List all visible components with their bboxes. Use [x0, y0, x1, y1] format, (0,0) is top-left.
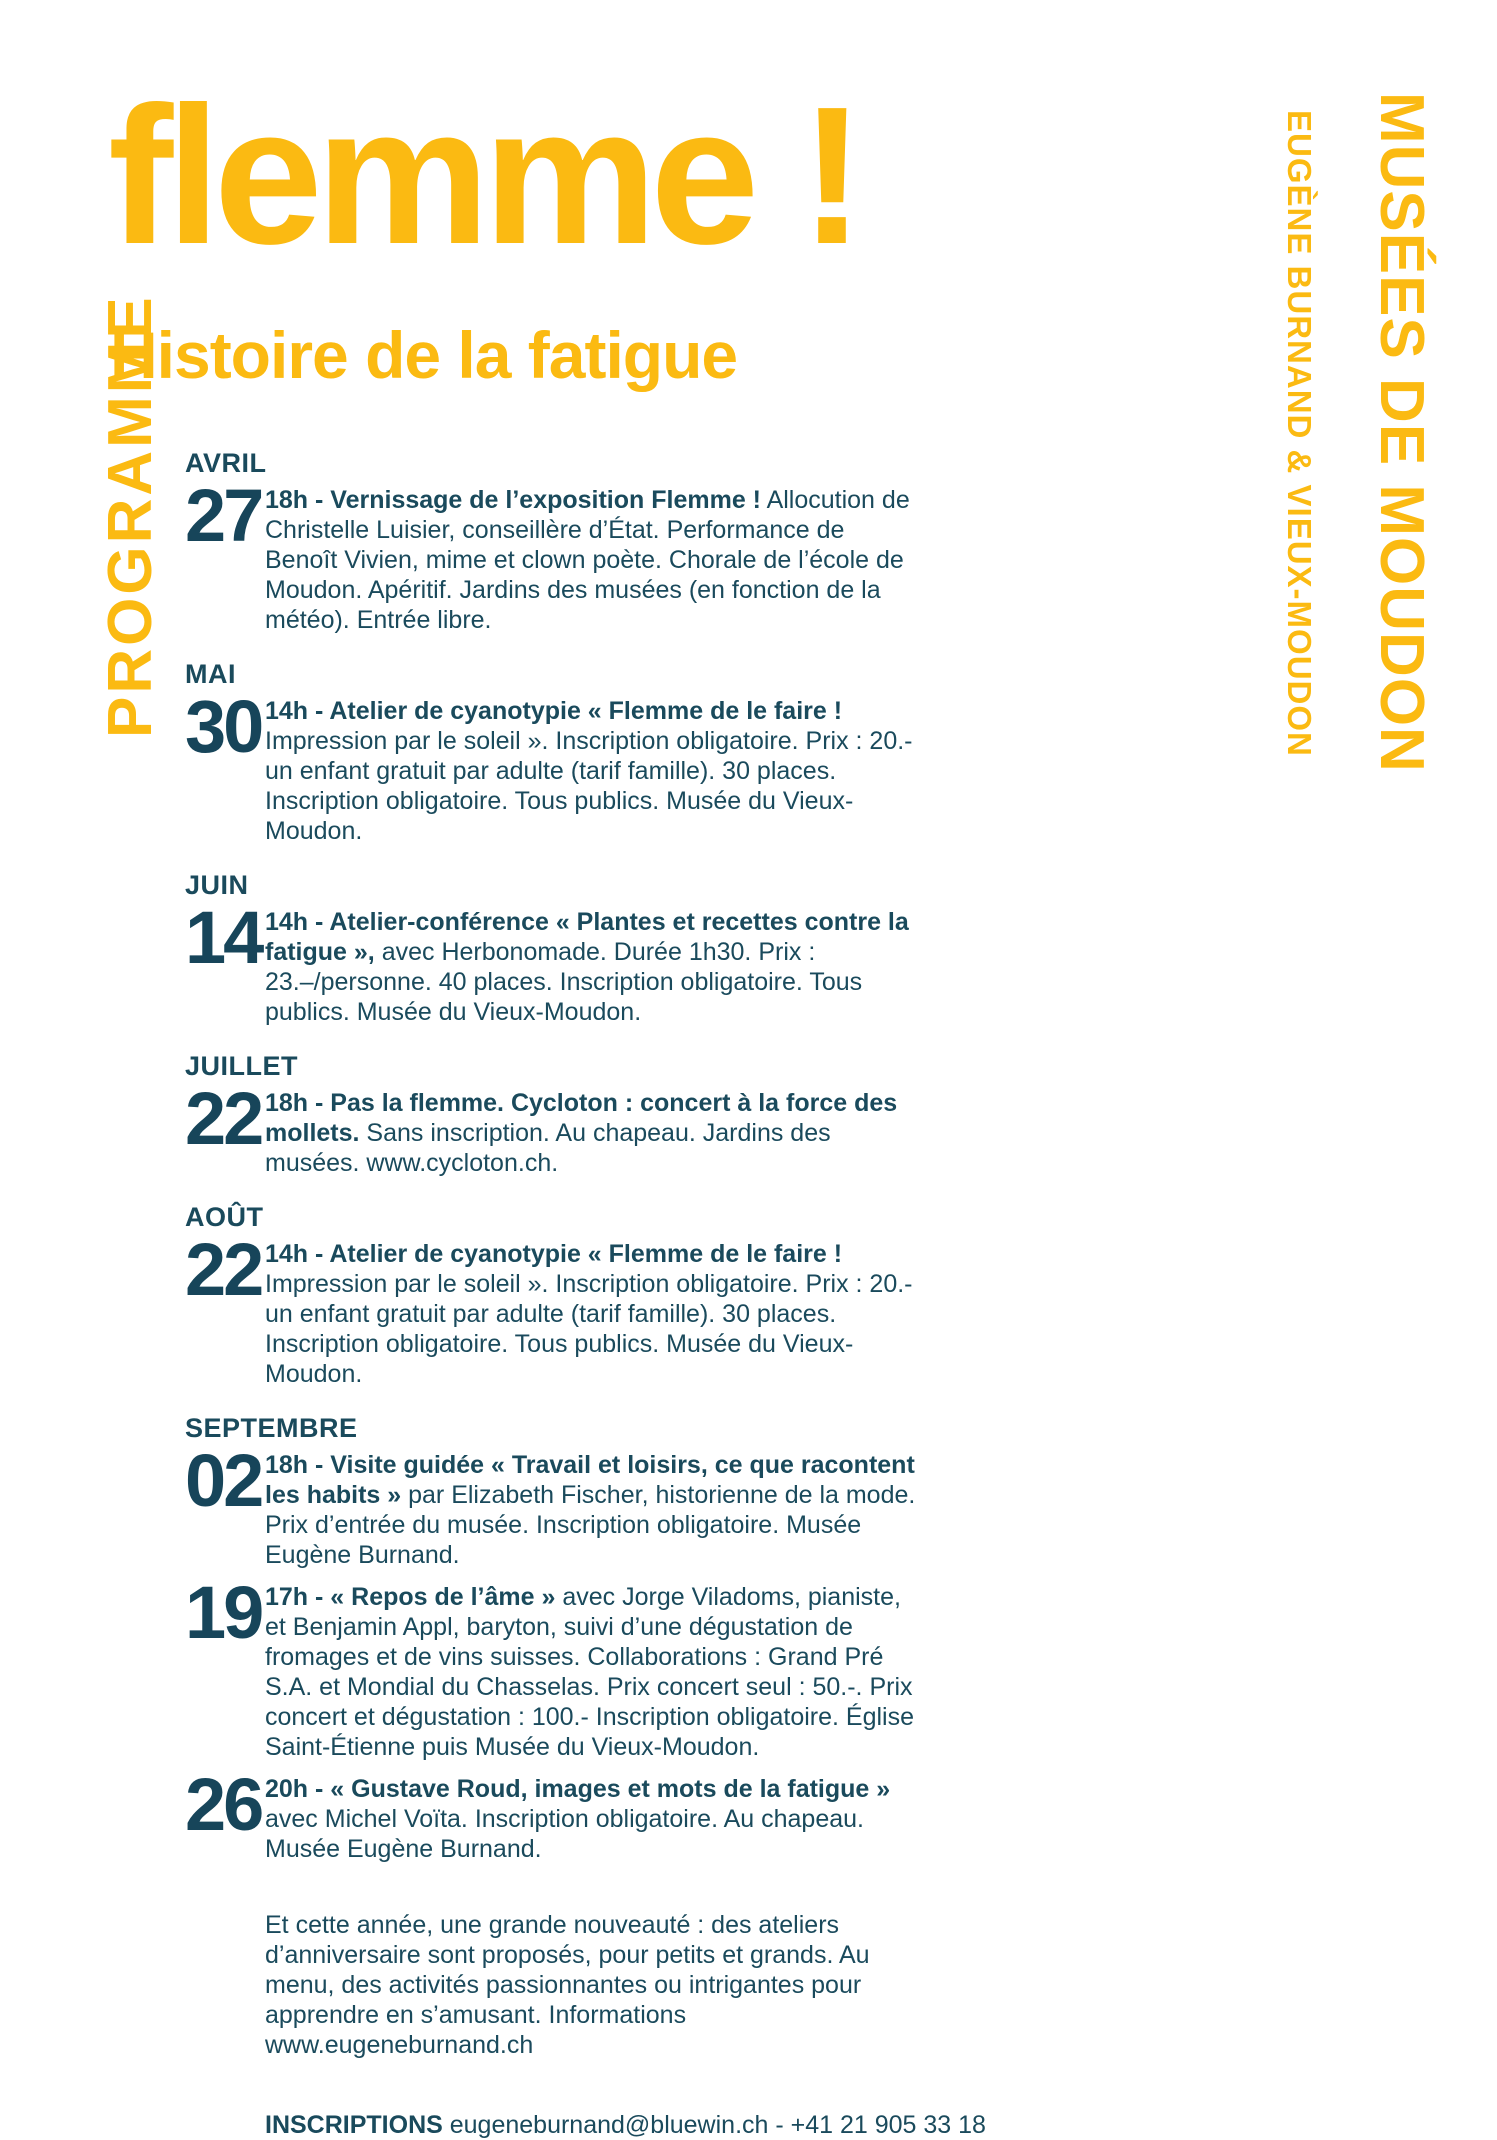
entry-body-text: Sans inscription. Au chapeau. Jardins des musées. www.cycloton.ch. [265, 1119, 831, 1177]
musees-de-moudon-vertical-label: MUSÉES DE MOUDON [1367, 92, 1436, 773]
entry-row [185, 1077, 930, 1178]
entry-description [265, 1450, 920, 1570]
entry-body-text: avec Jorge Viladoms, pianiste, et Benjamin Appl, baryton, suivi d’une dégustation de fromages et de vins suisses. Collaborations : Grand Pré S.A. et Mondial du Chasselas. Prix concert seul : 50.-. Prix concert et dégustation : 100.- Inscription obligatoire. Église Saint-Étienne puis Musée du Vieux-Moudon. [265, 1583, 914, 1761]
entry-row [185, 1439, 930, 1570]
entry-lead-bold: 20h - « Gustave Roud, images et mots de la fatigue » [265, 1775, 891, 1803]
day-number: 26 [185, 1763, 262, 1846]
entry-lead-bold: 18h - Pas la flemme. Cycloton : concert à la force des mollets. [265, 1089, 898, 1147]
entry-lead-bold: 18h - Visite guidée « Travail et loisirs, ce que racontent les habits » [265, 1451, 915, 1509]
entry-row [185, 474, 930, 635]
entry-body-text: Impression par le soleil ». Inscription obligatoire. Prix : 20.- un enfant gratuit par adulte (tarif famille). 30 places. Inscription obligatoire. Tous publics. Musée du Vieux-Moudon. [265, 1270, 913, 1388]
entry-body-text: avec Michel Voïta. Inscription obligatoire. Au chapeau. Musée Eugène Burnand. [265, 1805, 864, 1863]
entry-lead-bold: 17h - « Repos de l’âme » [265, 1583, 556, 1611]
program-entry [185, 448, 930, 635]
month-label: JUIN [185, 870, 249, 900]
program-entry [185, 659, 930, 846]
entry-description [265, 1582, 920, 1762]
program-entry [185, 1571, 930, 1762]
inscriptions-contact: eugeneburnand@bluewin.ch - +41 21 905 33 18 [442, 2111, 986, 2139]
footer [185, 1910, 986, 2140]
entry-row [185, 1571, 930, 1762]
day-number: 19 [185, 1571, 262, 1654]
inscriptions-line [265, 2110, 986, 2140]
entry-lead-bold: 18h - Vernissage de l’exposition Flemme ! [265, 486, 761, 514]
month-label: AOÛT [185, 1202, 264, 1232]
entry-body-text: avec Herbonomade. Durée 1h30. Prix : 23.–/personne. 40 places. Inscription obligatoire. Tous publics. Musée du Vieux-Moudon. [265, 938, 863, 1026]
entry-body-text: par Elizabeth Fischer, historienne de la mode. Prix d’entrée du musée. Inscription obligatoire. Musée Eugène Burnand. [265, 1481, 916, 1569]
entry-row [185, 896, 930, 1027]
entry-lead-bold: 14h - Atelier de cyanotypie « Flemme de le faire ! [265, 697, 843, 725]
programme-vertical-label: PROGRAMME [96, 294, 165, 738]
poster-subtitle: Histoire de la fatigue [110, 318, 738, 392]
program-list [185, 448, 986, 2140]
inscriptions-label: INSCRIPTIONS [265, 2111, 443, 2139]
program-entry [185, 1202, 930, 1389]
month-label: AVRIL [185, 448, 267, 478]
entry-description [265, 485, 920, 635]
program-entry [185, 1413, 930, 1570]
entry-description [265, 1239, 920, 1389]
day-number: 22 [185, 1228, 262, 1311]
month-label: SEPTEMBRE [185, 1413, 358, 1443]
entry-body-text: Impression par le soleil ». Inscription obligatoire. Prix : 20.- un enfant gratuit par adulte (tarif famille). 30 places. Inscription obligatoire. Tous publics. Musée du Vieux-Moudon. [265, 727, 913, 845]
day-number: 14 [185, 896, 262, 979]
eugene-burnand-vieux-moudon-vertical-label: EUGÈNE BURNAND & VIEUX-MOUDON [1281, 110, 1318, 757]
anniversary-workshops-note: Et cette année, une grande nouveauté : des ateliers d’anniversaire sont proposés, pour petits et grands. Au menu, des activités passionnantes ou intrigantes pour apprendre en s’amusant. Informations www.eugeneburnand.ch [265, 1911, 870, 2059]
program-entry [185, 1051, 930, 1178]
entry-row [185, 685, 930, 846]
day-number: 27 [185, 474, 262, 557]
entry-body-text: Allocution de Christelle Luisier, conseillère d’État. Performance de Benoît Vivien, mime et clown poète. Chorale de l’école de Moudon. Apéritif. Jardins des musées (en fonction de la météo). Entrée libre. [265, 486, 910, 634]
entry-description [265, 1774, 920, 1864]
program-entry [185, 1763, 930, 1864]
entry-lead-bold: 14h - Atelier de cyanotypie « Flemme de le faire ! [265, 1240, 843, 1268]
program-entry [185, 870, 930, 1027]
entry-row [185, 1763, 930, 1864]
poster-title: flemme ! [108, 66, 859, 285]
day-number: 22 [185, 1077, 262, 1160]
day-number: 30 [185, 685, 262, 768]
day-number: 02 [185, 1439, 262, 1522]
month-label: MAI [185, 659, 236, 689]
entry-description [265, 1088, 920, 1178]
entry-description [265, 696, 920, 846]
month-label: JUILLET [185, 1051, 299, 1081]
entry-lead-bold: 14h - Atelier-conférence « Plantes et recettes contre la fatigue », [265, 908, 909, 966]
entry-row [185, 1228, 930, 1389]
entry-description [265, 907, 920, 1027]
